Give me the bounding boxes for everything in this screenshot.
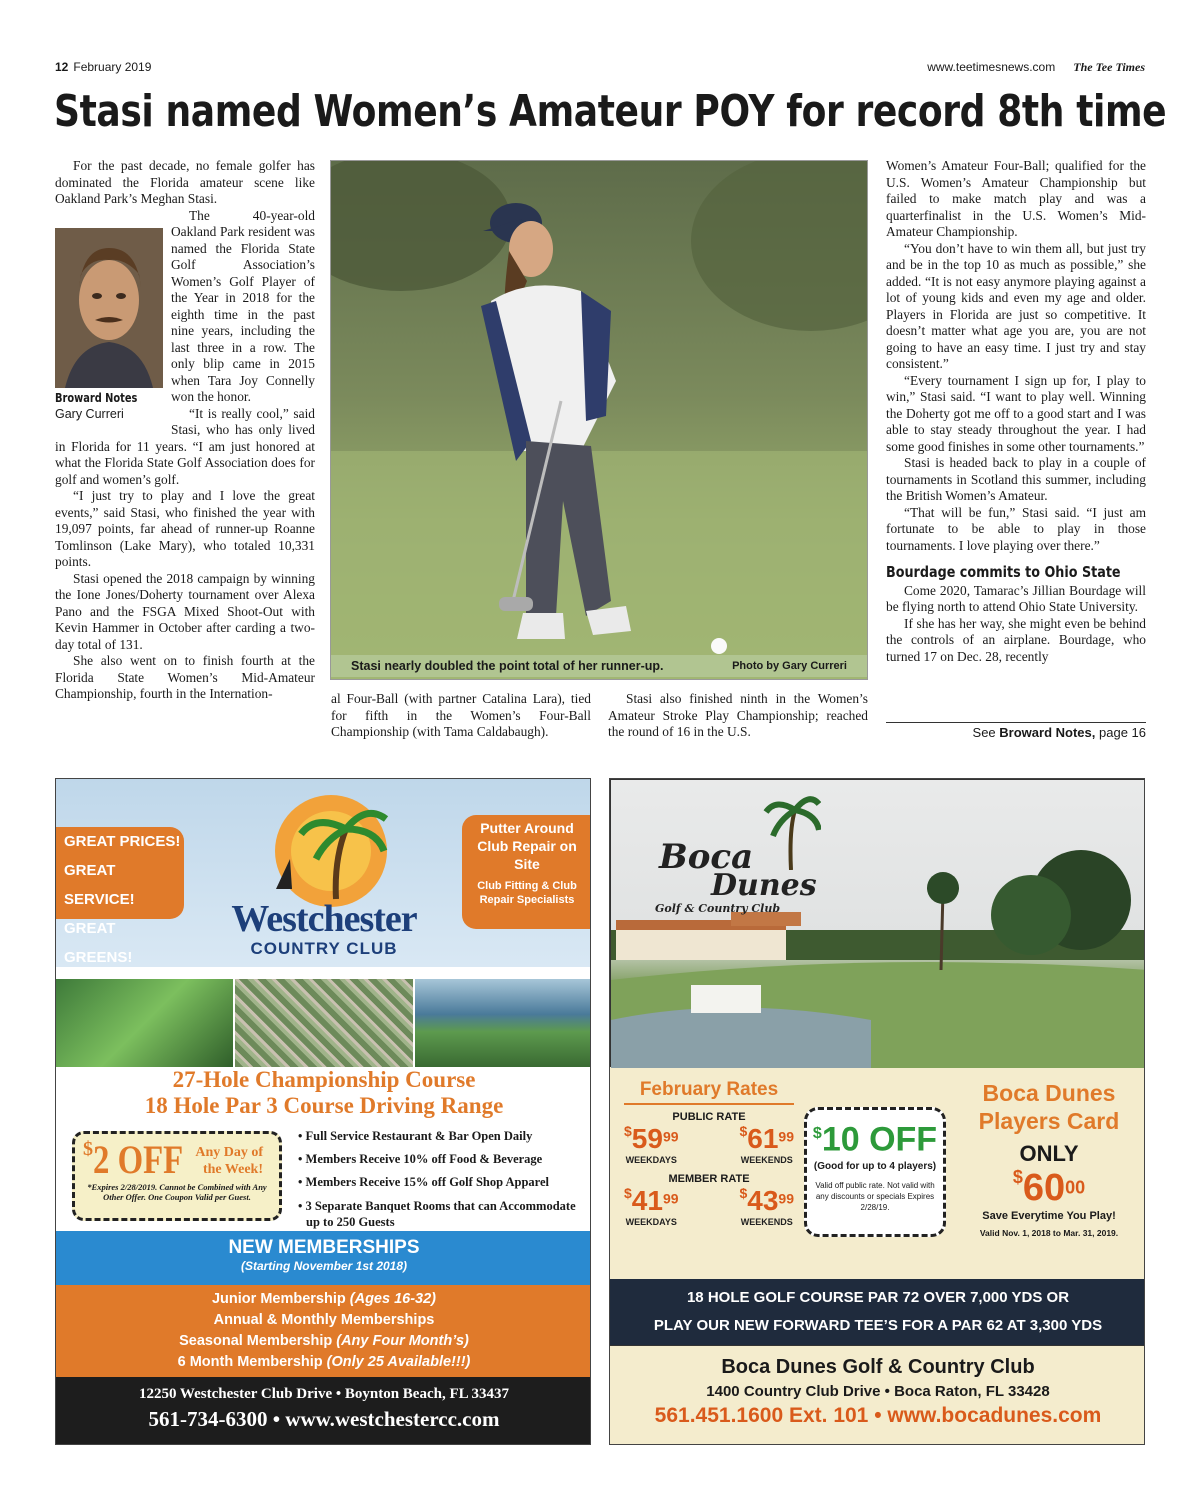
rate-cents: 99 <box>778 1128 794 1145</box>
rate-item: $\$61^{99}$ WEEKENDS <box>739 1123 794 1165</box>
rate-day: WEEKENDS <box>740 1155 793 1165</box>
paper-name: The Tee Times <box>1073 60 1145 74</box>
memberships-subtitle: (Starting November 1st 2018) <box>240 1259 408 1273</box>
banner-line: 18 HOLE GOLF COURSE PAR 72 OVER 7,000 YDS OR <box>686 1289 1070 1306</box>
course-photo <box>56 979 233 1067</box>
course-photos <box>56 979 591 1067</box>
coupon-currency: $ <box>83 1138 93 1160</box>
article-column-4 <box>886 158 1146 665</box>
club-address: 1400 Country Club Drive • Boca Raton, FL 33428 <box>706 1383 1050 1400</box>
paragraph: She also went on to finish fourth at the Florida State Women’s Mid-Amateur Championship, fourth in the Internation- <box>55 653 315 701</box>
headline: Stasi named Women’s Amateur POY for record 8th time <box>54 86 1167 137</box>
photo-credit: Photo by Gary Curreri <box>732 660 847 672</box>
club-contact[interactable]: 561.451.1600 Ext. 101 • www.bocadunes.com <box>654 1404 1102 1427</box>
membership-name: Seasonal Membership <box>179 1333 333 1349</box>
subheading: Bourdage commits to Ohio State <box>886 563 1121 581</box>
card-price-cents: 00 <box>1065 1177 1086 1198</box>
website-link[interactable]: www.teetimesnews.com <box>927 60 1056 74</box>
golfer-photo <box>330 160 868 680</box>
rate-day: WEEKENDS <box>740 1217 793 1227</box>
paragraph: Women’s Amateur Four-Ball; qualified for the U.S. Women’s Amateur Championship but failed to make match play and was a quarterfinalist in the U.S. Women’s Mid-Amateur Championship. <box>886 158 1146 239</box>
repair-sub: Club Fitting & Club Repair Specialists <box>477 880 577 906</box>
column-label: Broward Notes <box>55 390 138 405</box>
paragraph: “I just try to play and I love the great events,” said Stasi, who finished the year with 19,097 points, far ahead of runner-up Roanne Tomlinson (Lake Mary), who totaled 10,331 points. <box>55 488 315 569</box>
public-rates <box>624 1123 794 1165</box>
jump-page: page 16 <box>1099 725 1146 740</box>
author-mugshot <box>55 228 163 423</box>
article-column-3 <box>608 691 868 741</box>
coupon-fineprint: Valid off public rate. Not valid with any discounts or specials Expires 2/28/19. <box>815 1181 935 1213</box>
membership-note: (Any Four Month’s) <box>336 1333 469 1349</box>
contact-footer <box>56 1377 591 1445</box>
paragraph: For the past decade, no female golfer has dominated the Florida amateur scene like Oakland Park’s Meghan Stasi. <box>55 158 315 206</box>
logo-line2: Dunes <box>711 868 817 903</box>
logo-subtitle: Golf & Country Club <box>655 902 781 915</box>
paragraph: “It is really cool,” said Stasi, who has only lived in Florida for 11 years. “I am just honored at what the Florida State Golf Association does for golf and women’s golf. <box>55 405 315 487</box>
course-line: 18 Hole Par 3 Course Driving Range <box>144 1093 504 1118</box>
paragraph: “Every tournament I sign up for, I play to win,” Stasi said. “I want to play well. Winning the Doherty got me off to a good start and I was able to stay steady throughout the year. I had some good finishes in some other tournaments.” <box>886 372 1146 454</box>
course-line: 27-Hole Championship Course <box>172 1067 476 1092</box>
author-photo <box>55 228 163 388</box>
banner-line: PLAY OUR NEW FORWARD TEE’S FOR A PAR 62 AT 3,300 YDS <box>653 1317 1103 1334</box>
membership-name: 6 Month Membership <box>177 1354 323 1370</box>
coupon-amount-text: 10 OFF <box>821 1120 938 1159</box>
public-rate-label: PUBLIC RATE <box>672 1111 746 1123</box>
club-name: Boca Dunes Golf & Country Club <box>721 1356 1035 1378</box>
two-off-coupon[interactable] <box>72 1131 282 1221</box>
card-title: Players Card <box>978 1108 1120 1134</box>
list-item-text: Members Receive 10% off Food & Beverage <box>305 1152 543 1166</box>
tag-line: GREAT SERVICE! <box>64 862 135 908</box>
amenities-list <box>298 1125 588 1230</box>
rate-price: 61 <box>747 1123 779 1154</box>
card-only: ONLY <box>1019 1141 1079 1166</box>
list-item: • 3 Separate Banquet Rooms that can Accommodate up to 250 Guests <box>298 1199 576 1229</box>
page-header-right <box>927 60 1145 75</box>
list-item-text: 3 Separate Banquet Rooms that can Accommodate up to 250 Guests <box>305 1199 576 1229</box>
tag-line: GREAT GREENS! <box>64 920 133 966</box>
paragraph: Stasi also finished ninth in the Women’s Amateur Stroke Play Championship; reached the round of 16 in the U.S. <box>608 691 868 739</box>
rate-cents: 99 <box>662 1128 679 1145</box>
players-card <box>956 1079 1142 1238</box>
course-heading <box>56 1067 591 1119</box>
tag-line: GREAT PRICES! <box>64 833 181 850</box>
rate-price: 59 <box>631 1123 663 1154</box>
repair-title: Putter Around Club Repair on Site <box>477 820 577 872</box>
card-tagline: Save Everytime You Play! <box>982 1210 1116 1222</box>
course-scene <box>611 780 1145 1068</box>
memberships-banner <box>56 1231 591 1285</box>
ad-banner <box>56 779 591 967</box>
author-name: Gary Curreri <box>55 407 124 421</box>
coupon-sub: (Good for up to 4 players) <box>813 1161 937 1173</box>
course-photo <box>610 779 1145 1067</box>
caption-text: Stasi nearly doubled the point total of her runner-up. <box>351 659 664 673</box>
page-folio <box>55 60 151 74</box>
list-item: • Members Receive 10% off Food & Beverage <box>298 1152 543 1166</box>
coupon-fineprint: *Expires 2/28/2019. Cannot be Combined with Any Other Offer. One Coupon Valid per Guest. <box>87 1182 267 1202</box>
contact-footer <box>610 1345 1145 1445</box>
card-title: Boca Dunes <box>982 1080 1116 1106</box>
rate-price: 41 <box>631 1185 663 1216</box>
card-price-value: 60 <box>1022 1167 1066 1209</box>
paragraph: “You don’t have to win them all, but just try and be in the top 10 as much as possible,” she added. “It is not easy anymore playing against a lot of young kids and even my age and older. Players in Florida are just so competitive. It doesn’t matter what age you are, you are not going to have an easy time. I just try and stay consistent.” <box>886 240 1146 371</box>
aerial-photo <box>235 979 412 1067</box>
coupon-amount: $10 OFF <box>812 1120 938 1159</box>
coupon-amount: 2 OFF <box>93 1137 184 1182</box>
jump-prefix: See <box>972 725 996 740</box>
logo-name: Westchester <box>231 898 417 940</box>
membership-item <box>56 1331 591 1352</box>
membership-item <box>56 1352 591 1373</box>
paragraph: If she has her way, she might even be behind the controls of an airplane. Bourdage, who turned 17 on Dec. 28, recently <box>886 615 1146 664</box>
coupon-side: Any Day of the Week! <box>195 1145 263 1177</box>
palm-tree-icon <box>761 790 821 870</box>
membership-item <box>56 1289 591 1310</box>
rate-cents: 99 <box>778 1190 794 1207</box>
list-item-text: Full Service Restaurant & Bar Open Daily <box>305 1129 533 1143</box>
membership-list <box>56 1285 591 1377</box>
paragraph: al Four-Ball (with partner Catalina Lara), tied for fifth in the Women’s Four-Ball Championship (with Tama Caldabaugh). <box>331 691 591 739</box>
member-rate-label: MEMBER RATE <box>668 1173 750 1185</box>
paragraph: “That will be fun,” Stasi said. “I just am fortunate to be able to play in those tournaments. I love playing over there.” <box>886 504 1146 553</box>
rate-price: 43 <box>747 1185 779 1216</box>
repair-tag <box>462 815 591 929</box>
list-item: • Full Service Restaurant & Bar Open Daily <box>298 1129 533 1143</box>
logo-subtitle: COUNTRY CLUB <box>250 939 398 958</box>
jump-line[interactable] <box>886 722 1146 740</box>
sunset-palm-icon <box>256 789 406 909</box>
ten-off-coupon[interactable] <box>804 1107 946 1237</box>
rate-item: $\$59^{99}$ WEEKDAYS <box>624 1123 679 1165</box>
membership-note: (Only 25 Available!!!) <box>326 1354 471 1370</box>
page-number: 12 <box>55 60 69 74</box>
membership-name: Junior Membership <box>211 1291 346 1307</box>
lake-photo <box>415 979 591 1067</box>
coupon-main <box>83 1138 271 1182</box>
article-column-2 <box>331 691 591 741</box>
rate-day: WEEKDAYS <box>625 1217 677 1227</box>
club-contact[interactable]: 561-734-6300 • www.westchestercc.com <box>148 1407 500 1431</box>
rates-title: February Rates <box>624 1079 794 1105</box>
memberships-title: NEW MEMBERSHIPS <box>228 1237 420 1258</box>
rate-cents: 99 <box>662 1190 679 1207</box>
list-item-text: Members Receive 15% off Golf Shop Apparel <box>305 1175 550 1189</box>
jump-target: Broward Notes, <box>999 725 1096 740</box>
membership-name: Annual & Monthly Memberships <box>213 1312 435 1328</box>
logo-line1: Boca <box>659 837 754 877</box>
issue-date: February 2019 <box>73 60 152 74</box>
list-item: • Members Receive 15% off Golf Shop Apparel <box>298 1175 550 1189</box>
westchester-ad[interactable] <box>55 778 591 1445</box>
member-rates <box>624 1185 794 1227</box>
rate-day: WEEKDAYS <box>625 1155 677 1165</box>
card-validity: Valid Nov. 1, 2018 to Mar. 31, 2019. <box>979 1228 1119 1238</box>
paragraph: The 40-year-old Oakland Park resident was named the Florida State Golf Association’s Women’s Golf Player of the Year in 2018 for the eighth time in the past nine years, including the last three in a row. The only blip came in 2015 when Tara Joy Connelly won the honor. <box>171 207 315 404</box>
article-column-1 <box>55 158 315 703</box>
left-tags <box>56 827 184 966</box>
photo-caption <box>331 655 867 677</box>
rate-item: $\$41^{99}$ WEEKDAYS <box>624 1185 679 1227</box>
paragraph: Come 2020, Tamarac’s Jillian Bourdage will be flying north to attend Ohio State University. <box>886 582 1146 614</box>
paragraph: Stasi opened the 2018 campaign by winning the Ione Jones/Doherty tournament over Alexa Pano and the FSGA Mixed Shoot-Out with Kevin Hammer in October after carding a two-day total of 131. <box>55 570 315 652</box>
membership-note: (Ages 16-32) <box>349 1291 436 1307</box>
club-address: 12250 Westchester Club Drive • Boynton Beach, FL 33437 <box>138 1386 510 1402</box>
course-banner <box>610 1279 1145 1345</box>
bocadunes-ad[interactable] <box>609 778 1145 1445</box>
card-price: $\$60^{00}$ <box>1012 1167 1086 1209</box>
membership-item <box>56 1310 591 1331</box>
paragraph: Stasi is headed back to play in a couple of tournaments in Scotland this summer, including the British Women’s Amateur. <box>886 455 1146 503</box>
rates-block <box>624 1079 794 1227</box>
rate-item: $\$43^{99}$ WEEKENDS <box>739 1185 794 1227</box>
